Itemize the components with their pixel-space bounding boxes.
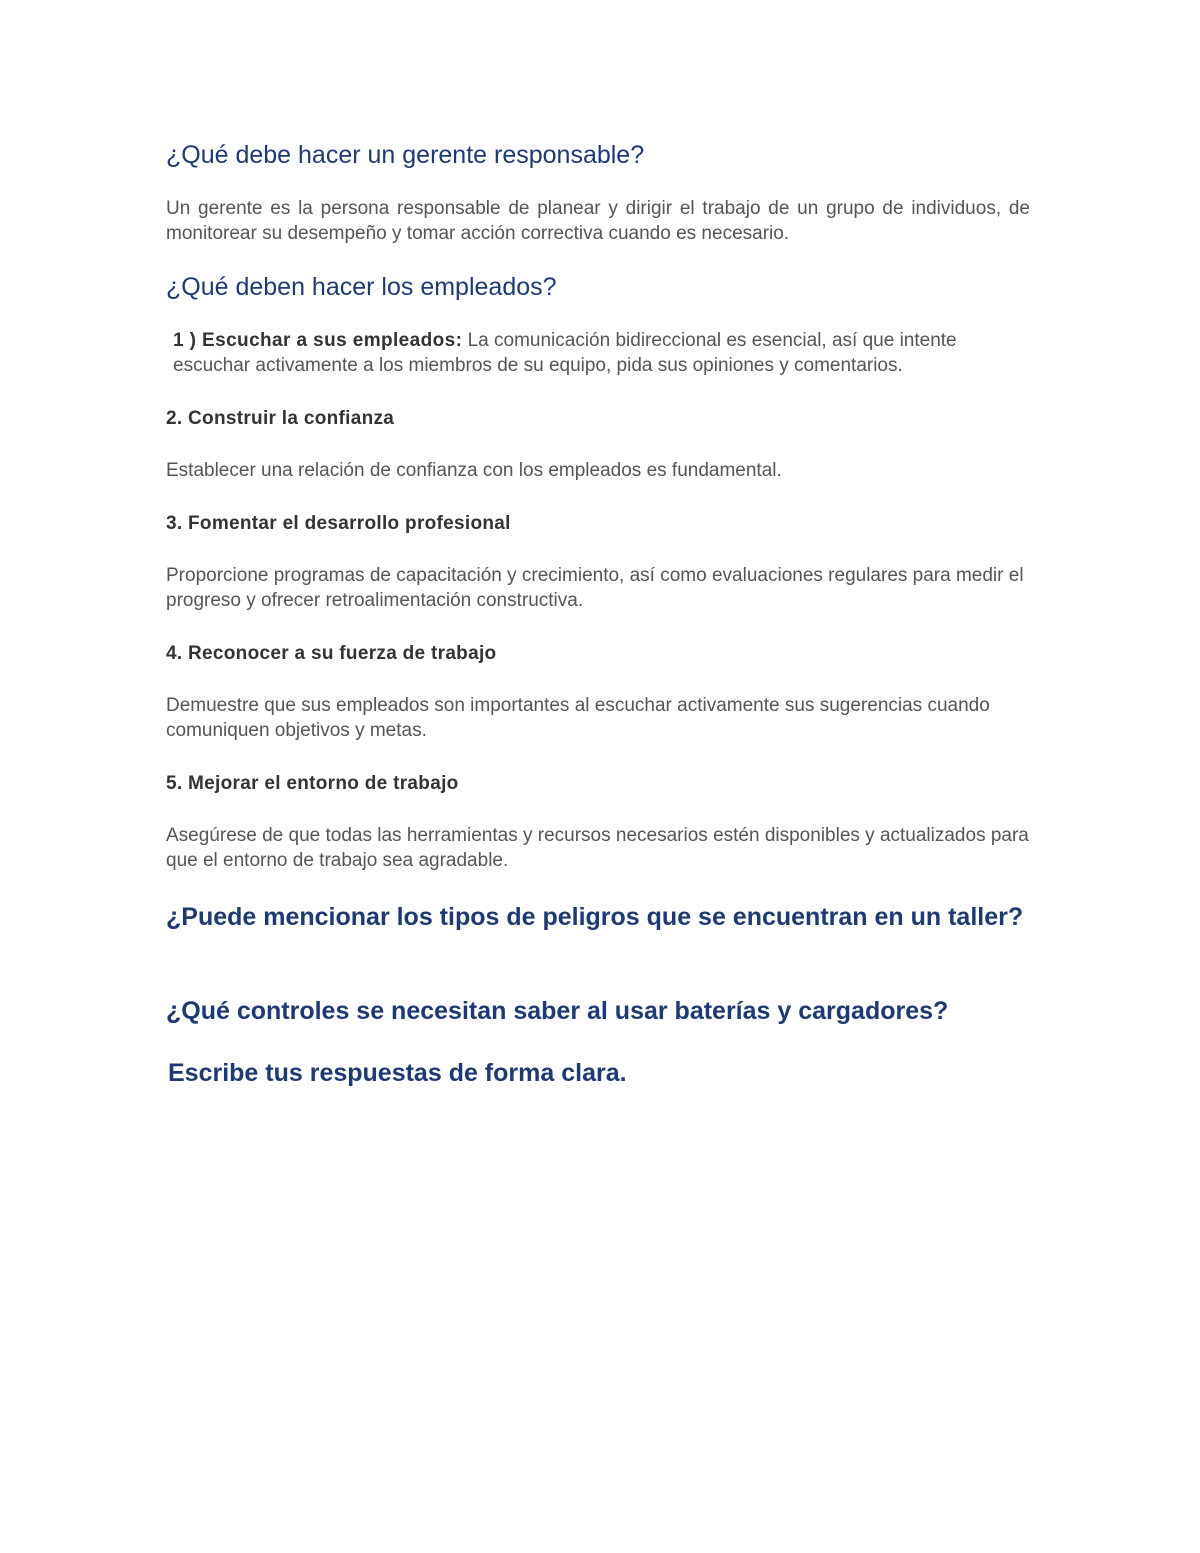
- heading-gerente: ¿Qué debe hacer un gerente responsable?: [166, 141, 645, 169]
- item-3-body: Proporcione programas de capacitación y crecimiento, así como evaluaciones regulares para medir el progreso y ofrecer retroalimentación constructiva.: [166, 565, 1024, 611]
- item-4-title: 4. Reconocer a su fuerza de trabajo: [166, 643, 497, 664]
- paragraph-gerente: Un gerente es la persona responsable de planear y dirigir el trabajo de un grupo de individuos, de monitorear su desempeño y tomar acción correctiva cuando es necesario.: [166, 198, 1030, 244]
- heading-peligros: ¿Puede mencionar los tipos de peligros que se encuentran en un taller?: [166, 903, 1024, 931]
- item-1: [166, 328, 1030, 378]
- heading-empleados: ¿Qué deben hacer los empleados?: [166, 273, 557, 301]
- document-page: [166, 138, 1030, 1089]
- item-2-title: 2. Construir la confianza: [166, 408, 395, 429]
- heading-baterias: ¿Qué controles se necesitan saber al usar baterías y cargadores?: [166, 997, 949, 1025]
- item-3-title: 3. Fomentar el desarrollo profesional: [166, 513, 511, 534]
- item-5-body: Asegúrese de que todas las herramientas y recursos necesarios estén disponibles y actualizados para que el entorno de trabajo sea agradable.: [166, 825, 1029, 871]
- item-1-title: 1 ) Escuchar a sus empleados:: [173, 330, 463, 351]
- item-5-title: 5. Mejorar el entorno de trabajo: [166, 773, 459, 794]
- item-4-body: Demuestre que sus empleados son importantes al escuchar activamente sus sugerencias cuando comuniquen objetivos y metas.: [166, 695, 990, 741]
- closing-instruction: Escribe tus respuestas de forma clara.: [168, 1059, 627, 1087]
- item-2-body: Establecer una relación de confianza con los empleados es fundamental.: [166, 460, 782, 481]
- item-1-body: La comunicación bidireccional es esencial, así que intente escuchar activamente a los miembros de su equipo, pida sus opiniones y comentarios.: [173, 330, 957, 376]
